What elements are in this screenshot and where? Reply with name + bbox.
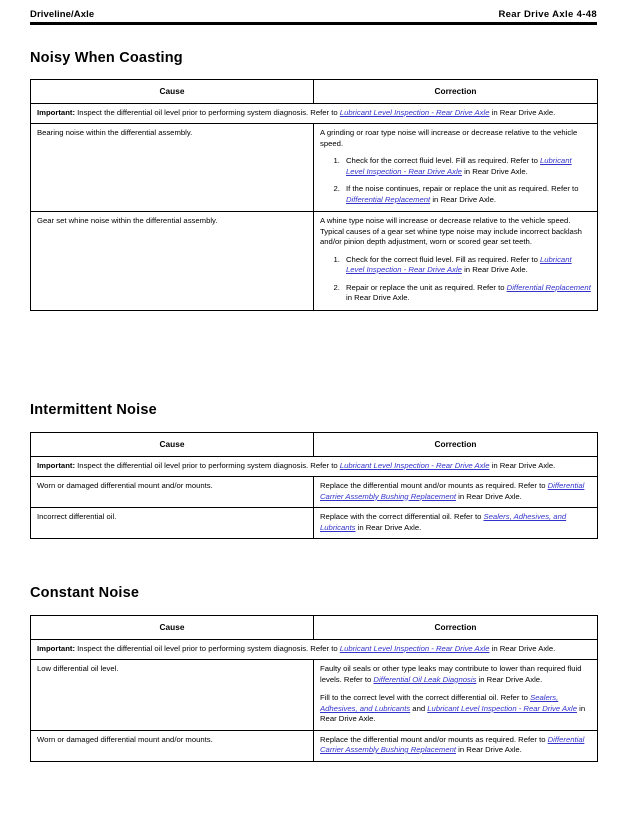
correction-text-before: Replace with the correct differential oil. Refer to <box>320 512 484 521</box>
step-text-after: in Rear Drive Axle. <box>346 293 410 302</box>
important-text-before: Inspect the differential oil level prior to performing system diagnosis. Refer to <box>75 107 340 117</box>
correction-text-before: Fill to the correct level with the correct differential oil. Refer to <box>320 693 531 702</box>
correction-text-before: Replace the differential mount and/or mounts as required. Refer to <box>320 734 548 744</box>
cause-cell: Incorrect differential oil. <box>31 508 314 539</box>
table-row <box>31 508 598 539</box>
correction-step <box>342 156 591 177</box>
important-note-cell <box>31 639 598 660</box>
table-row <box>31 660 598 731</box>
correction-paragraph <box>320 693 591 725</box>
table-header-row <box>31 80 598 104</box>
column-header-correction: Correction <box>314 616 598 640</box>
running-header <box>30 9 597 29</box>
table-row <box>31 212 598 311</box>
document-page <box>0 9 627 831</box>
important-note-cell <box>31 456 598 477</box>
important-note-cell <box>31 103 598 124</box>
table-row <box>31 477 598 508</box>
table-noisy-when-coasting <box>30 79 598 311</box>
correction-cell <box>314 212 598 311</box>
correction-text-after: in Rear Drive Axle. <box>355 522 422 532</box>
xref-link[interactable]: Sealers, Adhesives, and Lubricants <box>320 693 559 713</box>
correction-cell <box>314 660 598 731</box>
correction-steps <box>320 255 591 304</box>
step-text-after: in Rear Drive Axle. <box>461 166 528 176</box>
column-header-cause: Cause <box>31 433 314 457</box>
cause-cell: Gear set whine noise within the differential assembly. <box>31 212 314 311</box>
correction-text-after: in Rear Drive Axle. <box>456 745 522 754</box>
correction-cell <box>314 730 598 761</box>
correction-step <box>342 255 591 276</box>
correction-step <box>342 283 591 304</box>
correction-cell <box>314 508 598 539</box>
correction-text-after: in Rear Drive Axle. <box>456 491 522 501</box>
important-text-before: Inspect the differential oil level prior to performing system diagnosis. Refer to <box>75 460 340 470</box>
xref-link[interactable]: Differential Replacement <box>346 194 431 204</box>
xref-link[interactable]: Lubricant Level Inspection - Rear Drive Axle <box>427 703 577 713</box>
table-row-important <box>31 639 598 660</box>
xref-link[interactable]: Lubricant Level Inspection - Rear Drive Axle <box>339 107 490 117</box>
table-row-important <box>31 456 598 477</box>
important-label: Important: <box>37 460 76 470</box>
step-text-before: If the noise continues, repair or replace the unit as required. Refer to <box>346 184 579 193</box>
correction-intro: A grinding or roar type noise will increase or decrease relative to the vehicle speed. <box>320 128 578 148</box>
correction-text <box>320 512 591 533</box>
xref-link[interactable]: Lubricant Level Inspection - Rear Drive Axle <box>339 460 490 470</box>
correction-step <box>342 184 591 205</box>
table-intermittent-noise <box>30 432 598 539</box>
important-text-after: in Rear Drive Axle. <box>489 643 556 653</box>
table-row <box>31 124 598 212</box>
column-header-cause: Cause <box>31 80 314 104</box>
xref-link[interactable]: Lubricant Level Inspection - Rear Drive Axle <box>346 254 572 274</box>
xref-link[interactable]: Lubricant Level Inspection - Rear Drive Axle <box>346 156 572 176</box>
xref-link[interactable]: Differential Oil Leak Diagnosis <box>373 674 477 684</box>
step-text-before: Check for the correct fluid level. Fill as required. Refer to <box>346 254 540 264</box>
cause-cell: Worn or damaged differential mount and/or mounts. <box>31 477 314 508</box>
header-page-label: Rear Drive Axle 4-48 <box>498 9 597 20</box>
correction-paragraph <box>320 664 591 685</box>
table-header-row <box>31 433 598 457</box>
correction-text <box>320 735 591 756</box>
step-text-before: Check for the correct fluid level. Fill as required. Refer to <box>346 156 540 165</box>
column-header-correction: Correction <box>314 433 598 457</box>
cause-cell: Bearing noise within the differential assembly. <box>31 124 314 212</box>
correction-text-after: in Rear Drive Axle. <box>320 703 586 723</box>
section-title-constant-noise: Constant Noise <box>30 585 140 601</box>
column-header-correction: Correction <box>314 80 598 104</box>
correction-text-before: Replace the differential mount and/or mounts as required. Refer to <box>320 481 548 490</box>
table-constant-noise <box>30 615 598 762</box>
section-title-intermittent-noise: Intermittent Noise <box>30 402 157 418</box>
important-text-after: in Rear Drive Axle. <box>489 460 556 470</box>
correction-text-mid: and <box>410 703 428 713</box>
table-row <box>31 730 598 761</box>
header-rule <box>30 22 597 25</box>
xref-link[interactable]: Sealers, Adhesives, and Lubricants <box>320 512 567 532</box>
xref-link[interactable]: Differential Replacement <box>506 282 591 292</box>
important-label: Important: <box>37 107 76 117</box>
correction-text-after: in Rear Drive Axle. <box>476 674 543 684</box>
cause-cell: Worn or damaged differential mount and/or mounts. <box>31 730 314 761</box>
running-header-row <box>30 9 597 22</box>
header-section-label: Driveline/Axle <box>30 9 95 20</box>
cause-cell: Low differential oil level. <box>31 660 314 731</box>
correction-cell <box>314 477 598 508</box>
section-title-noisy-when-coasting: Noisy When Coasting <box>30 50 183 66</box>
important-text-after: in Rear Drive Axle. <box>489 107 556 117</box>
xref-link[interactable]: Differential Carrier Assembly Bushing Replacement <box>320 481 585 501</box>
step-text-after: in Rear Drive Axle. <box>430 194 496 204</box>
correction-intro: A whine type noise will increase or decrease relative to the vehicle speed. Typical causes of a gear set whine type noise may include incorrect backlash and/or pinion depth adjustment, worn or scored gear set teeth. <box>320 216 582 246</box>
important-label: Important: <box>37 643 76 653</box>
table-row-important <box>31 103 598 124</box>
xref-link[interactable]: Differential Carrier Assembly Bushing Replacement <box>320 734 585 754</box>
important-text-before: Inspect the differential oil level prior to performing system diagnosis. Refer to <box>75 643 340 653</box>
correction-cell <box>314 124 598 212</box>
step-text-before: Repair or replace the unit as required. Refer to <box>346 282 507 292</box>
correction-text-before: Faulty oil seals or other type leaks may contribute to lower than required fluid levels. Refer to <box>320 664 582 684</box>
table-header-row <box>31 616 598 640</box>
correction-steps <box>320 156 591 205</box>
step-text-after: in Rear Drive Axle. <box>461 265 528 274</box>
xref-link[interactable]: Lubricant Level Inspection - Rear Drive Axle <box>339 643 490 653</box>
correction-text <box>320 481 591 502</box>
column-header-cause: Cause <box>31 616 314 640</box>
